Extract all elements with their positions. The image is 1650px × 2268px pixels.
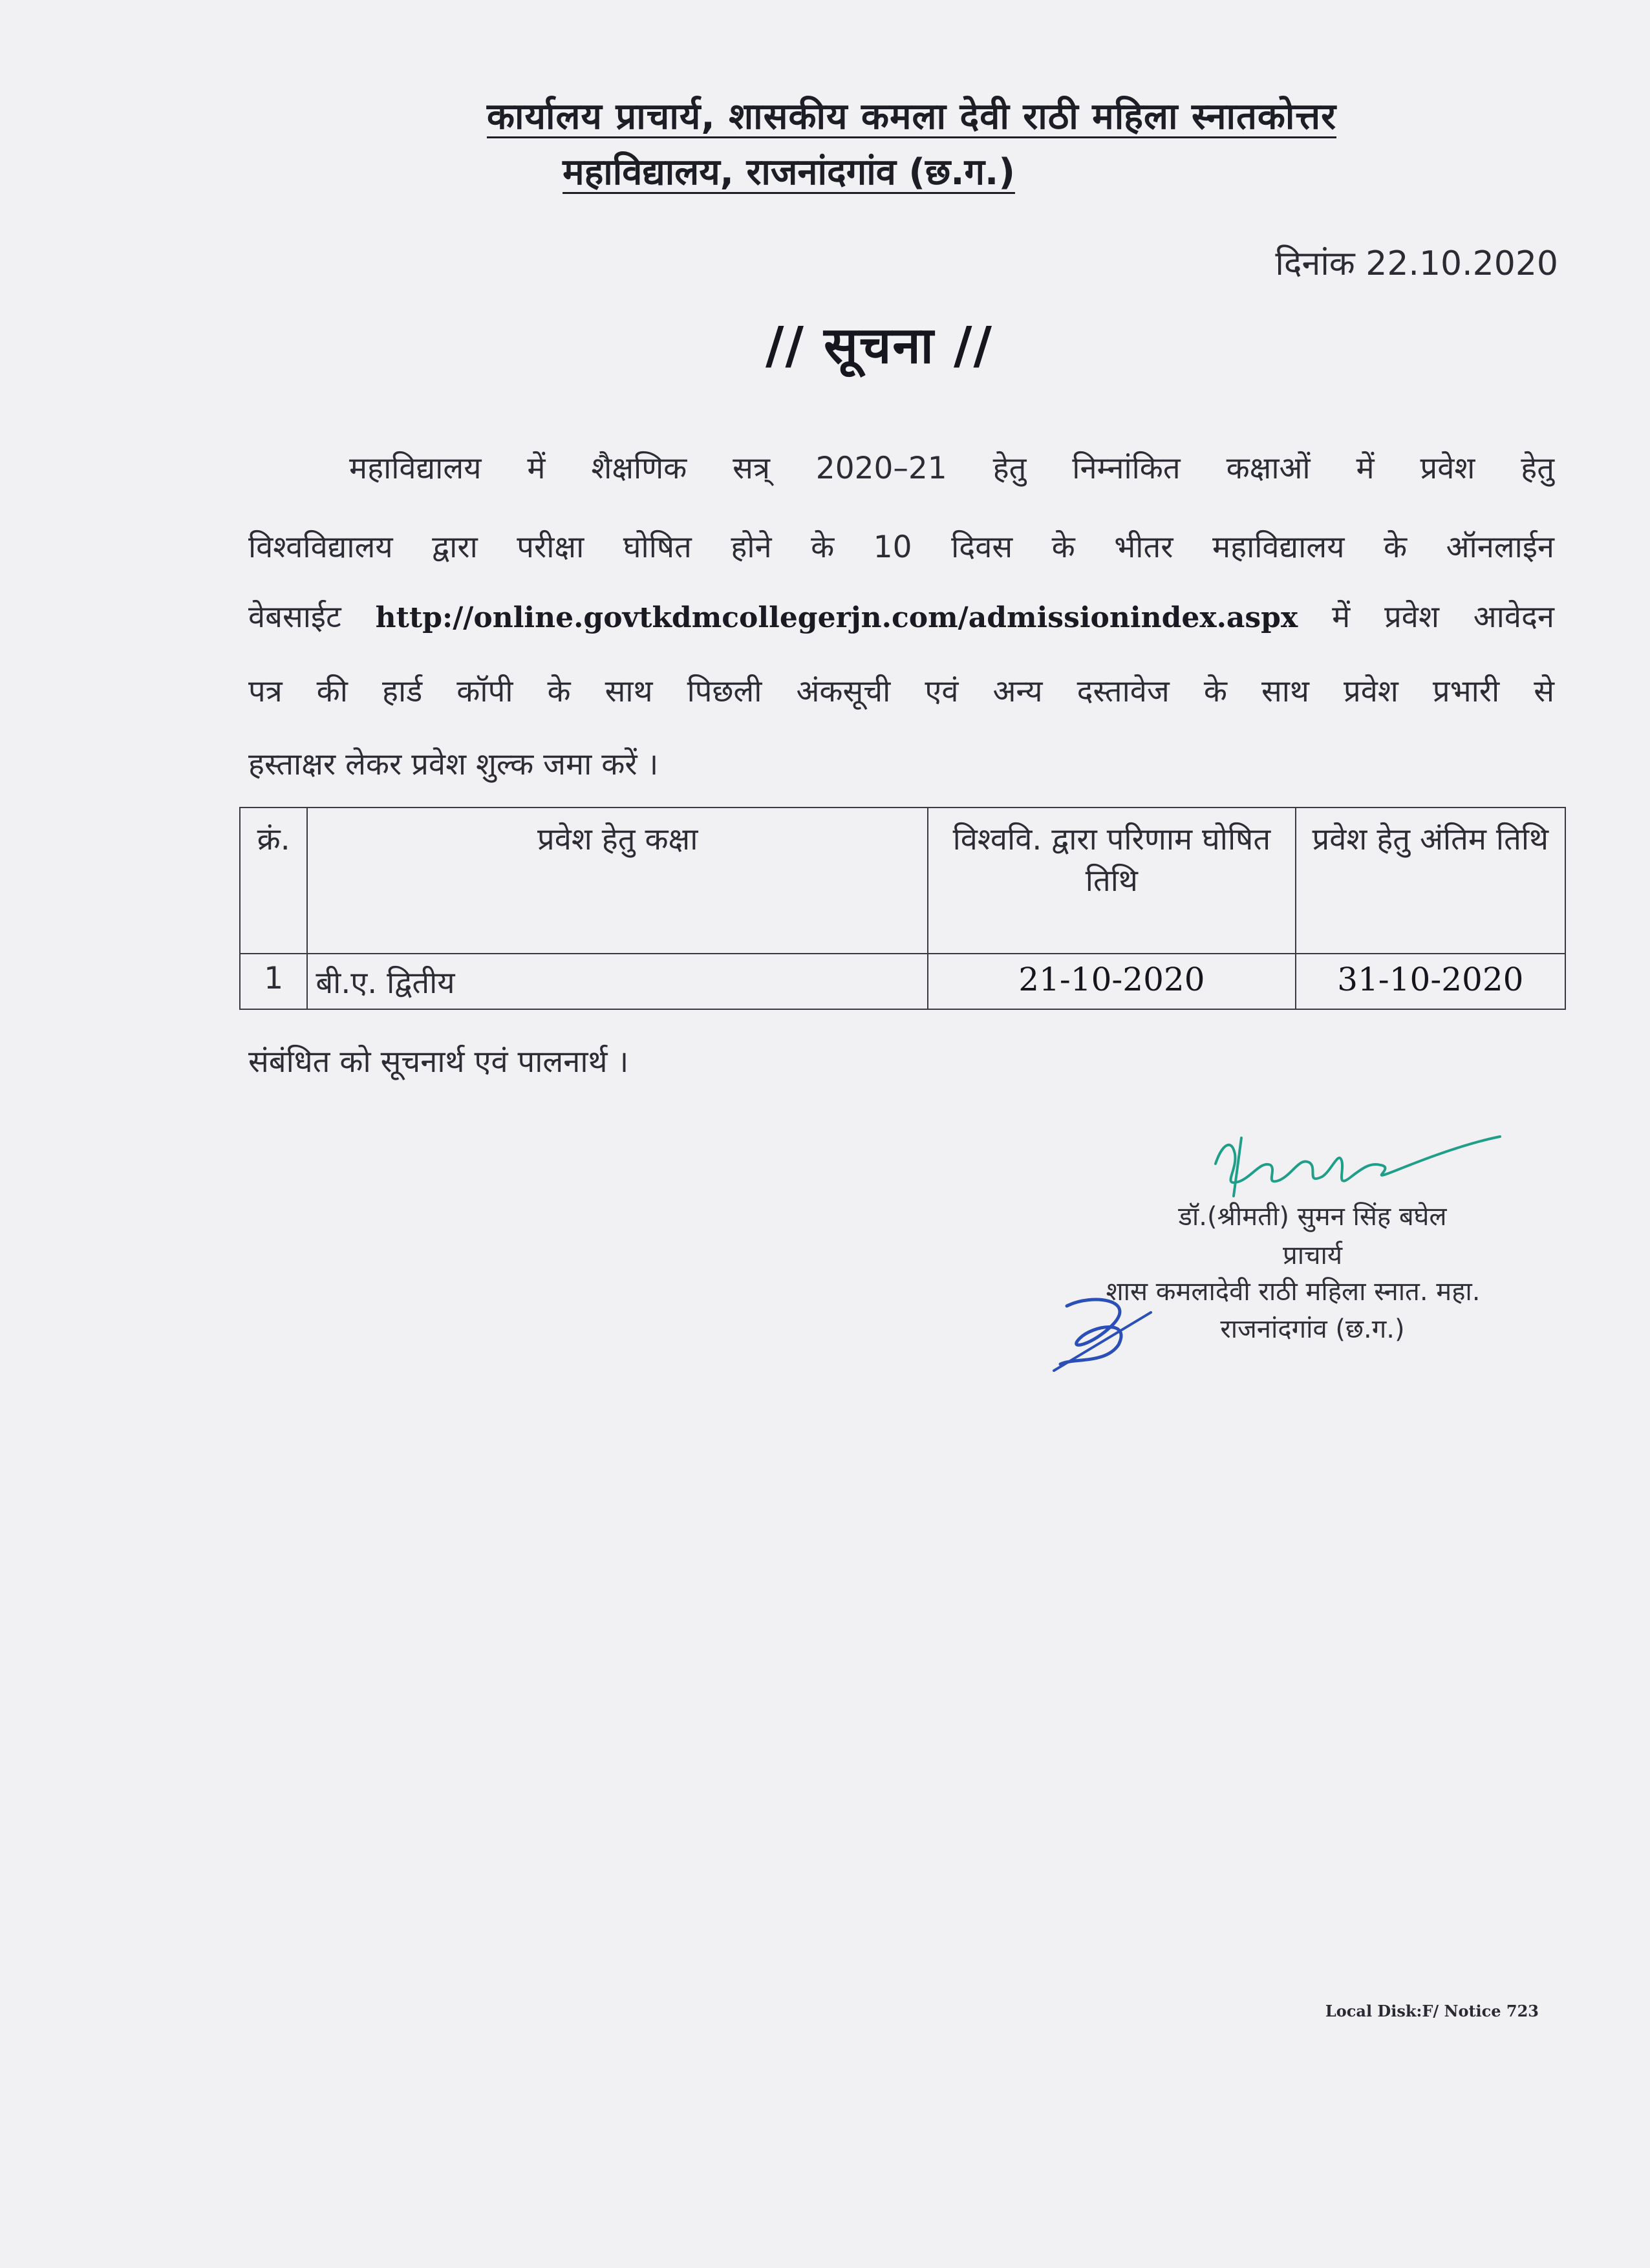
body-line-2: विश्वविद्यालय द्वारा परीक्षा घोषित होने के 10 दिवस के भीतर महाविद्यालय के ऑनलाईन xyxy=(248,530,1554,565)
row-last-date: 31-10-2020 xyxy=(1296,954,1565,1009)
footer-note: संबंधित को सूचनार्थ एवं पालनार्थ । xyxy=(248,1044,629,1080)
file-reference: Local Disk:F/ Notice 723 xyxy=(1325,2002,1539,2020)
header-last-date: प्रवेश हेतु अंतिम तिथि xyxy=(1296,808,1565,954)
admission-url-link[interactable]: http://online.govtkdmcollegerjn.com/admissionindex.aspx xyxy=(375,601,1298,634)
admission-schedule-table xyxy=(239,807,1566,1010)
signatory-name: डॉ.(श्रीमती) सुमन सिंह बघेल xyxy=(1178,1202,1447,1232)
blue-initial-signature xyxy=(1041,1287,1170,1377)
office-header-line-1: कार्यालय प्राचार्य, शासकीय कमला देवी राठी महिला स्नातकोत्तर xyxy=(486,96,1337,138)
body-line-3-suffix: में प्रवेश आवेदन xyxy=(1332,599,1554,635)
body-line-3 xyxy=(248,595,1554,636)
header-sr-no: क्रं. xyxy=(240,808,307,954)
body-line-5: हस्ताक्षर लेकर प्रवेश शुल्क जमा करें । xyxy=(248,747,659,782)
notice-date: दिनांक 22.10.2020 xyxy=(1275,244,1558,283)
office-header-line-2: महाविद्यालय, राजनांदगांव (छ.ग.) xyxy=(562,151,1015,193)
body-line-4: पत्र की हार्ड कॉपी के साथ पिछली अंकसूची एवं अन्य दस्तावेज के साथ प्रवेश प्रभारी से xyxy=(248,674,1554,709)
signatory-designation: प्राचार्य xyxy=(1282,1241,1343,1270)
table-header-row xyxy=(240,808,1565,954)
notice-title: // सूचना // xyxy=(765,317,993,375)
table-row xyxy=(240,954,1565,1009)
row-result-date: 21-10-2020 xyxy=(928,954,1296,1009)
row-sr-no: 1 xyxy=(240,954,307,1009)
body-line-1: महाविद्यालय में शैक्षणिक सत्र् 2020–21 हेतु निम्नांकित कक्षाओं में प्रवेश हेतु xyxy=(349,451,1554,486)
row-class: बी.ए. द्वितीय xyxy=(307,954,928,1009)
header-result-date: विश्ववि. द्वारा परिणाम घोषित तिथि xyxy=(928,808,1296,954)
header-class: प्रवेश हेतु कक्षा xyxy=(307,808,928,954)
signatory-institution: शास कमलादेवी राठी महिला स्नात. महा. xyxy=(1106,1277,1481,1307)
signatory-city: राजनांदगांव (छ.ग.) xyxy=(1220,1314,1405,1344)
body-line-3-prefix: वेबसाईट xyxy=(248,599,341,635)
